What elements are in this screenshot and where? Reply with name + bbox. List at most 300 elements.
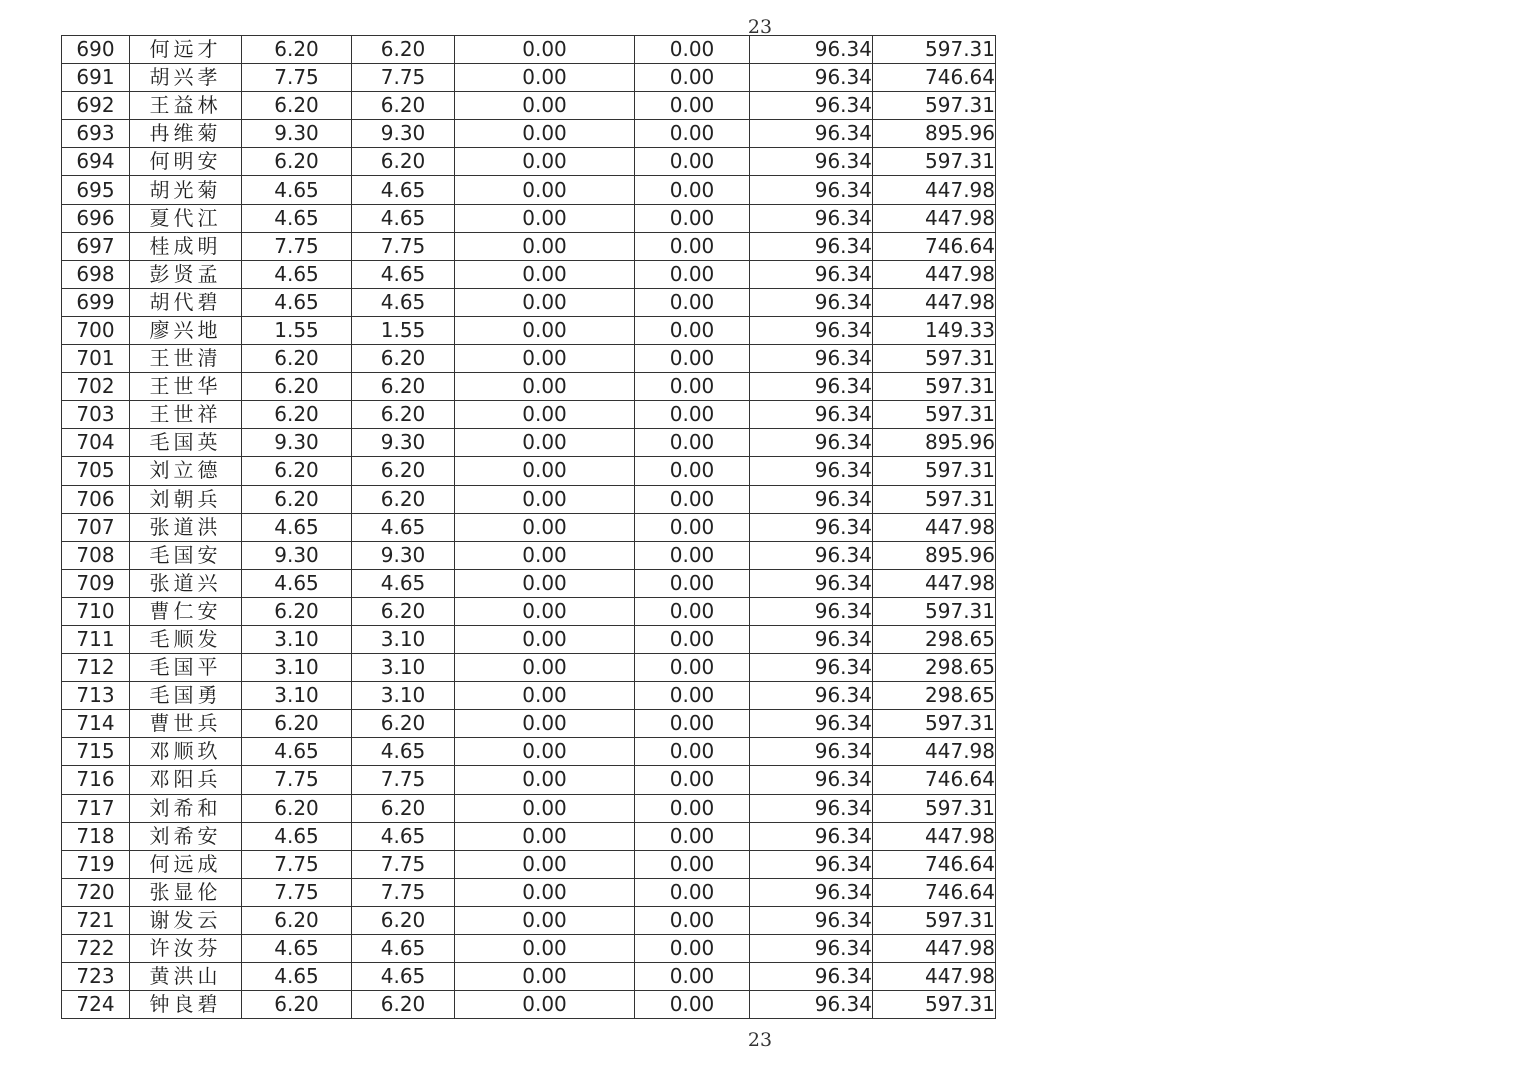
name-cell: 谢发云 (130, 906, 242, 934)
value-a-cell: 7.75 (242, 878, 352, 906)
rate-cell: 96.34 (750, 935, 873, 963)
amount-cell: 298.65 (873, 654, 996, 682)
value-b-cell: 9.30 (352, 429, 455, 457)
table-row (62, 541, 996, 569)
table-row (62, 401, 996, 429)
amount-cell: 895.96 (873, 429, 996, 457)
value-a-cell: 3.10 (242, 654, 352, 682)
value-a-cell: 6.20 (242, 794, 352, 822)
value-d-cell: 0.00 (635, 682, 750, 710)
name-cell: 桂成明 (130, 232, 242, 260)
value-a-cell: 6.20 (242, 148, 352, 176)
amount-cell: 597.31 (873, 345, 996, 373)
value-c-cell: 0.00 (455, 120, 635, 148)
row-number-cell: 716 (62, 766, 130, 794)
table-row (62, 963, 996, 991)
value-b-cell: 6.20 (352, 457, 455, 485)
row-number-cell: 710 (62, 597, 130, 625)
table-row (62, 120, 996, 148)
value-b-cell: 4.65 (352, 822, 455, 850)
value-d-cell: 0.00 (635, 120, 750, 148)
name-cell: 曹世兵 (130, 710, 242, 738)
value-b-cell: 3.10 (352, 654, 455, 682)
amount-cell: 746.64 (873, 850, 996, 878)
value-d-cell: 0.00 (635, 991, 750, 1019)
value-a-cell: 4.65 (242, 738, 352, 766)
rate-cell: 96.34 (750, 513, 873, 541)
rate-cell: 96.34 (750, 232, 873, 260)
table-row (62, 991, 996, 1019)
row-number-cell: 690 (62, 36, 130, 64)
row-number-cell: 691 (62, 64, 130, 92)
value-b-cell: 6.20 (352, 485, 455, 513)
value-b-cell: 3.10 (352, 625, 455, 653)
value-b-cell: 7.75 (352, 232, 455, 260)
table-body (62, 36, 996, 1019)
value-b-cell: 7.75 (352, 766, 455, 794)
table-row (62, 625, 996, 653)
row-number-cell: 705 (62, 457, 130, 485)
value-d-cell: 0.00 (635, 822, 750, 850)
table-row (62, 513, 996, 541)
value-a-cell: 4.65 (242, 288, 352, 316)
table-row (62, 485, 996, 513)
value-d-cell: 0.00 (635, 513, 750, 541)
row-number-cell: 709 (62, 569, 130, 597)
amount-cell: 746.64 (873, 878, 996, 906)
value-a-cell: 3.10 (242, 682, 352, 710)
row-number-cell: 723 (62, 963, 130, 991)
value-c-cell: 0.00 (455, 485, 635, 513)
data-table (61, 35, 996, 1019)
value-a-cell: 4.65 (242, 822, 352, 850)
name-cell: 廖兴地 (130, 316, 242, 344)
amount-cell: 298.65 (873, 625, 996, 653)
amount-cell: 447.98 (873, 204, 996, 232)
rate-cell: 96.34 (750, 625, 873, 653)
table-row (62, 204, 996, 232)
name-cell: 刘立德 (130, 457, 242, 485)
value-a-cell: 4.65 (242, 513, 352, 541)
table-row (62, 232, 996, 260)
table-row (62, 148, 996, 176)
value-c-cell: 0.00 (455, 682, 635, 710)
value-a-cell: 4.65 (242, 935, 352, 963)
table-row (62, 36, 996, 64)
value-c-cell: 0.00 (455, 935, 635, 963)
amount-cell: 597.31 (873, 485, 996, 513)
value-a-cell: 7.75 (242, 766, 352, 794)
value-b-cell: 6.20 (352, 991, 455, 1019)
table-row (62, 597, 996, 625)
value-d-cell: 0.00 (635, 232, 750, 260)
value-b-cell: 7.75 (352, 878, 455, 906)
value-c-cell: 0.00 (455, 625, 635, 653)
row-number-cell: 724 (62, 991, 130, 1019)
table-row (62, 429, 996, 457)
value-a-cell: 7.75 (242, 850, 352, 878)
rate-cell: 96.34 (750, 991, 873, 1019)
value-b-cell: 4.65 (352, 738, 455, 766)
table-row (62, 738, 996, 766)
value-b-cell: 6.20 (352, 345, 455, 373)
value-c-cell: 0.00 (455, 373, 635, 401)
value-c-cell: 0.00 (455, 541, 635, 569)
rate-cell: 96.34 (750, 710, 873, 738)
row-number-cell: 714 (62, 710, 130, 738)
value-c-cell: 0.00 (455, 963, 635, 991)
value-c-cell: 0.00 (455, 906, 635, 934)
value-a-cell: 4.65 (242, 963, 352, 991)
name-cell: 张道洪 (130, 513, 242, 541)
rate-cell: 96.34 (750, 794, 873, 822)
value-b-cell: 6.20 (352, 373, 455, 401)
name-cell: 毛国英 (130, 429, 242, 457)
table-row (62, 766, 996, 794)
value-a-cell: 6.20 (242, 373, 352, 401)
name-cell: 邓顺玖 (130, 738, 242, 766)
value-d-cell: 0.00 (635, 541, 750, 569)
value-c-cell: 0.00 (455, 316, 635, 344)
value-c-cell: 0.00 (455, 822, 635, 850)
value-d-cell: 0.00 (635, 345, 750, 373)
amount-cell: 597.31 (873, 457, 996, 485)
value-b-cell: 4.65 (352, 176, 455, 204)
name-cell: 王世清 (130, 345, 242, 373)
name-cell: 钟良碧 (130, 991, 242, 1019)
value-d-cell: 0.00 (635, 204, 750, 232)
rate-cell: 96.34 (750, 148, 873, 176)
name-cell: 刘朝兵 (130, 485, 242, 513)
value-a-cell: 4.65 (242, 569, 352, 597)
row-number-cell: 717 (62, 794, 130, 822)
amount-cell: 597.31 (873, 148, 996, 176)
table-row (62, 176, 996, 204)
table-row (62, 654, 996, 682)
value-c-cell: 0.00 (455, 429, 635, 457)
value-b-cell: 4.65 (352, 935, 455, 963)
amount-cell: 447.98 (873, 738, 996, 766)
table-row (62, 345, 996, 373)
value-c-cell: 0.00 (455, 148, 635, 176)
value-b-cell: 6.20 (352, 36, 455, 64)
value-d-cell: 0.00 (635, 935, 750, 963)
rate-cell: 96.34 (750, 176, 873, 204)
value-c-cell: 0.00 (455, 92, 635, 120)
value-c-cell: 0.00 (455, 654, 635, 682)
table-row (62, 822, 996, 850)
name-cell: 胡代碧 (130, 288, 242, 316)
value-a-cell: 1.55 (242, 316, 352, 344)
table-row (62, 850, 996, 878)
row-number-cell: 720 (62, 878, 130, 906)
value-c-cell: 0.00 (455, 878, 635, 906)
name-cell: 毛国安 (130, 541, 242, 569)
table-row (62, 682, 996, 710)
value-c-cell: 0.00 (455, 766, 635, 794)
page-number-top: 23 (747, 16, 773, 38)
page-number-bottom: 23 (747, 1029, 773, 1051)
value-d-cell: 0.00 (635, 373, 750, 401)
rate-cell: 96.34 (750, 345, 873, 373)
value-d-cell: 0.00 (635, 963, 750, 991)
rate-cell: 96.34 (750, 36, 873, 64)
name-cell: 张道兴 (130, 569, 242, 597)
value-d-cell: 0.00 (635, 906, 750, 934)
row-number-cell: 701 (62, 345, 130, 373)
name-cell: 刘希安 (130, 822, 242, 850)
rate-cell: 96.34 (750, 682, 873, 710)
value-d-cell: 0.00 (635, 92, 750, 120)
name-cell: 何明安 (130, 148, 242, 176)
amount-cell: 597.31 (873, 92, 996, 120)
value-d-cell: 0.00 (635, 710, 750, 738)
rate-cell: 96.34 (750, 963, 873, 991)
value-b-cell: 7.75 (352, 64, 455, 92)
table-row (62, 878, 996, 906)
table-row (62, 64, 996, 92)
table-row (62, 373, 996, 401)
name-cell: 夏代江 (130, 204, 242, 232)
row-number-cell: 702 (62, 373, 130, 401)
rate-cell: 96.34 (750, 401, 873, 429)
value-d-cell: 0.00 (635, 36, 750, 64)
name-cell: 何远成 (130, 850, 242, 878)
value-c-cell: 0.00 (455, 794, 635, 822)
row-number-cell: 692 (62, 92, 130, 120)
value-b-cell: 6.20 (352, 92, 455, 120)
table-row (62, 710, 996, 738)
value-c-cell: 0.00 (455, 401, 635, 429)
value-b-cell: 4.65 (352, 569, 455, 597)
value-b-cell: 4.65 (352, 513, 455, 541)
value-c-cell: 0.00 (455, 991, 635, 1019)
value-a-cell: 6.20 (242, 401, 352, 429)
amount-cell: 447.98 (873, 569, 996, 597)
table-row (62, 457, 996, 485)
table-row (62, 906, 996, 934)
row-number-cell: 713 (62, 682, 130, 710)
rate-cell: 96.34 (750, 738, 873, 766)
value-c-cell: 0.00 (455, 64, 635, 92)
name-cell: 胡兴孝 (130, 64, 242, 92)
amount-cell: 895.96 (873, 541, 996, 569)
table-row (62, 935, 996, 963)
row-number-cell: 715 (62, 738, 130, 766)
value-a-cell: 6.20 (242, 991, 352, 1019)
row-number-cell: 700 (62, 316, 130, 344)
row-number-cell: 703 (62, 401, 130, 429)
value-a-cell: 4.65 (242, 204, 352, 232)
amount-cell: 746.64 (873, 64, 996, 92)
rate-cell: 96.34 (750, 541, 873, 569)
amount-cell: 597.31 (873, 373, 996, 401)
value-d-cell: 0.00 (635, 401, 750, 429)
rate-cell: 96.34 (750, 373, 873, 401)
value-a-cell: 6.20 (242, 92, 352, 120)
value-d-cell: 0.00 (635, 625, 750, 653)
value-d-cell: 0.00 (635, 794, 750, 822)
name-cell: 刘希和 (130, 794, 242, 822)
name-cell: 何远才 (130, 36, 242, 64)
value-d-cell: 0.00 (635, 457, 750, 485)
value-a-cell: 9.30 (242, 429, 352, 457)
amount-cell: 597.31 (873, 991, 996, 1019)
value-d-cell: 0.00 (635, 569, 750, 597)
value-c-cell: 0.00 (455, 176, 635, 204)
value-d-cell: 0.00 (635, 878, 750, 906)
value-b-cell: 7.75 (352, 850, 455, 878)
amount-cell: 447.98 (873, 963, 996, 991)
name-cell: 彭贤孟 (130, 260, 242, 288)
value-a-cell: 3.10 (242, 625, 352, 653)
value-b-cell: 9.30 (352, 541, 455, 569)
value-a-cell: 6.20 (242, 906, 352, 934)
amount-cell: 597.31 (873, 710, 996, 738)
value-c-cell: 0.00 (455, 738, 635, 766)
name-cell: 王世华 (130, 373, 242, 401)
value-c-cell: 0.00 (455, 513, 635, 541)
amount-cell: 298.65 (873, 682, 996, 710)
value-b-cell: 4.65 (352, 260, 455, 288)
table-row (62, 288, 996, 316)
row-number-cell: 707 (62, 513, 130, 541)
value-d-cell: 0.00 (635, 316, 750, 344)
value-b-cell: 1.55 (352, 316, 455, 344)
name-cell: 毛国平 (130, 654, 242, 682)
row-number-cell: 712 (62, 654, 130, 682)
value-a-cell: 6.20 (242, 710, 352, 738)
row-number-cell: 721 (62, 906, 130, 934)
row-number-cell: 722 (62, 935, 130, 963)
value-c-cell: 0.00 (455, 597, 635, 625)
row-number-cell: 708 (62, 541, 130, 569)
amount-cell: 895.96 (873, 120, 996, 148)
value-a-cell: 4.65 (242, 176, 352, 204)
value-c-cell: 0.00 (455, 232, 635, 260)
name-cell: 冉维菊 (130, 120, 242, 148)
value-c-cell: 0.00 (455, 569, 635, 597)
amount-cell: 597.31 (873, 401, 996, 429)
row-number-cell: 699 (62, 288, 130, 316)
value-c-cell: 0.00 (455, 260, 635, 288)
rate-cell: 96.34 (750, 288, 873, 316)
value-c-cell: 0.00 (455, 457, 635, 485)
name-cell: 胡光菊 (130, 176, 242, 204)
amount-cell: 447.98 (873, 288, 996, 316)
row-number-cell: 719 (62, 850, 130, 878)
value-b-cell: 6.20 (352, 401, 455, 429)
table-row (62, 260, 996, 288)
rate-cell: 96.34 (750, 766, 873, 794)
name-cell: 毛国勇 (130, 682, 242, 710)
row-number-cell: 698 (62, 260, 130, 288)
rate-cell: 96.34 (750, 92, 873, 120)
rate-cell: 96.34 (750, 850, 873, 878)
rate-cell: 96.34 (750, 569, 873, 597)
row-number-cell: 697 (62, 232, 130, 260)
value-a-cell: 6.20 (242, 36, 352, 64)
value-b-cell: 6.20 (352, 710, 455, 738)
value-b-cell: 4.65 (352, 288, 455, 316)
value-b-cell: 4.65 (352, 963, 455, 991)
amount-cell: 597.31 (873, 36, 996, 64)
value-b-cell: 6.20 (352, 597, 455, 625)
value-d-cell: 0.00 (635, 597, 750, 625)
table-row (62, 569, 996, 597)
value-c-cell: 0.00 (455, 36, 635, 64)
rate-cell: 96.34 (750, 64, 873, 92)
amount-cell: 597.31 (873, 794, 996, 822)
amount-cell: 447.98 (873, 513, 996, 541)
value-a-cell: 6.20 (242, 345, 352, 373)
row-number-cell: 706 (62, 485, 130, 513)
amount-cell: 597.31 (873, 906, 996, 934)
value-a-cell: 9.30 (242, 541, 352, 569)
value-a-cell: 7.75 (242, 64, 352, 92)
value-d-cell: 0.00 (635, 260, 750, 288)
value-c-cell: 0.00 (455, 204, 635, 232)
value-d-cell: 0.00 (635, 766, 750, 794)
name-cell: 毛顺发 (130, 625, 242, 653)
value-c-cell: 0.00 (455, 288, 635, 316)
value-a-cell: 9.30 (242, 120, 352, 148)
value-b-cell: 6.20 (352, 794, 455, 822)
value-c-cell: 0.00 (455, 850, 635, 878)
value-a-cell: 6.20 (242, 457, 352, 485)
value-b-cell: 6.20 (352, 148, 455, 176)
amount-cell: 746.64 (873, 766, 996, 794)
value-d-cell: 0.00 (635, 654, 750, 682)
rate-cell: 96.34 (750, 316, 873, 344)
row-number-cell: 696 (62, 204, 130, 232)
rate-cell: 96.34 (750, 457, 873, 485)
value-b-cell: 4.65 (352, 204, 455, 232)
amount-cell: 447.98 (873, 260, 996, 288)
name-cell: 邓阳兵 (130, 766, 242, 794)
value-d-cell: 0.00 (635, 850, 750, 878)
value-a-cell: 4.65 (242, 260, 352, 288)
value-a-cell: 6.20 (242, 485, 352, 513)
name-cell: 许汝芬 (130, 935, 242, 963)
rate-cell: 96.34 (750, 597, 873, 625)
name-cell: 张显伦 (130, 878, 242, 906)
rate-cell: 96.34 (750, 878, 873, 906)
row-number-cell: 704 (62, 429, 130, 457)
value-a-cell: 6.20 (242, 597, 352, 625)
row-number-cell: 694 (62, 148, 130, 176)
rate-cell: 96.34 (750, 654, 873, 682)
value-c-cell: 0.00 (455, 345, 635, 373)
table-row (62, 316, 996, 344)
row-number-cell: 693 (62, 120, 130, 148)
value-b-cell: 9.30 (352, 120, 455, 148)
rate-cell: 96.34 (750, 822, 873, 850)
value-d-cell: 0.00 (635, 288, 750, 316)
rate-cell: 96.34 (750, 429, 873, 457)
value-a-cell: 7.75 (242, 232, 352, 260)
row-number-cell: 718 (62, 822, 130, 850)
name-cell: 曹仁安 (130, 597, 242, 625)
value-d-cell: 0.00 (635, 485, 750, 513)
name-cell: 王益林 (130, 92, 242, 120)
name-cell: 王世祥 (130, 401, 242, 429)
name-cell: 黄洪山 (130, 963, 242, 991)
row-number-cell: 695 (62, 176, 130, 204)
value-d-cell: 0.00 (635, 176, 750, 204)
table-row (62, 92, 996, 120)
amount-cell: 447.98 (873, 176, 996, 204)
